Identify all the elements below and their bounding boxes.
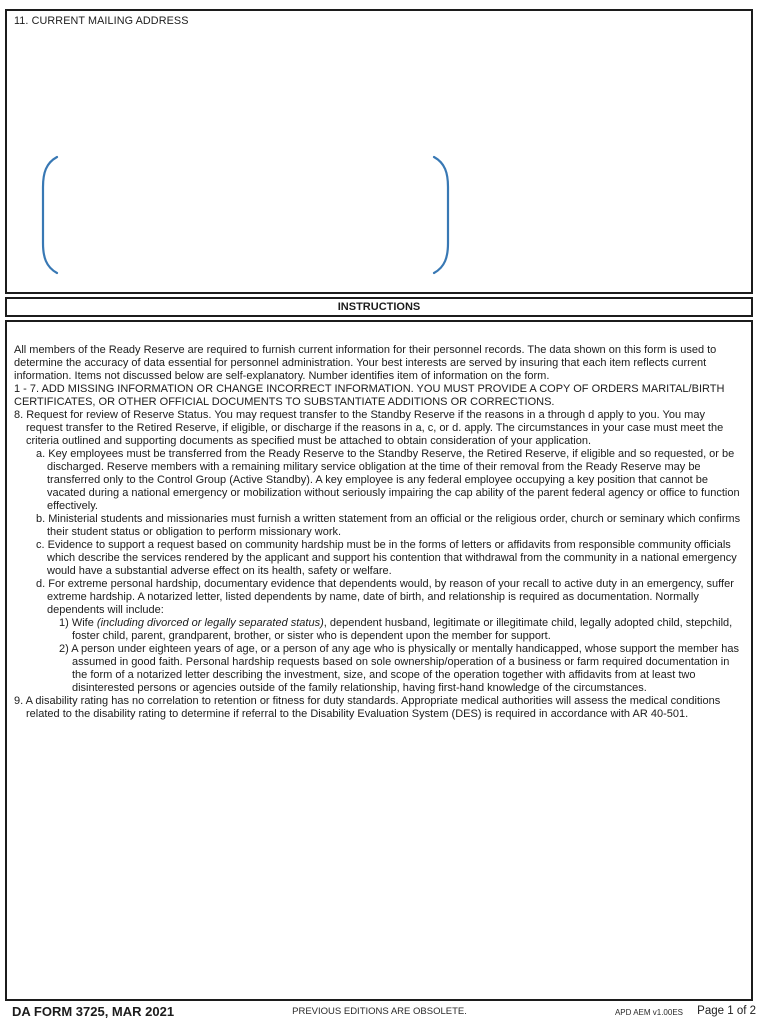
address-bracket-left-icon <box>38 154 60 276</box>
instruction-paragraph-8b: b. Ministerial students and missionaries must furnish a written statement from an official or the religious order, church or seminary which confirms their student status or obligation to perform missionary work. <box>36 513 741 538</box>
obsolete-note-label: PREVIOUS EDITIONS ARE OBSOLETE. <box>292 1006 467 1017</box>
instructions-header-bar <box>5 297 753 317</box>
instruction-paragraph-9: 9. A disability rating has no correlation to retention or fitness for duty standards. Appropriate medical authorities will assess the medical conditions related to the disability rating to determine if referral to the Disability Evaluation System (DES) is required in accordance with AR 40-501. <box>14 695 721 720</box>
form-number-label: DA FORM 3725, MAR 2021 <box>12 1004 175 1019</box>
page-number-label: Page 1 of 2 <box>697 1005 756 1017</box>
apd-version-label: APD AEM v1.00ES <box>614 1008 683 1017</box>
current-mailing-address-label: 11. CURRENT MAILING ADDRESS <box>14 15 189 27</box>
instruction-paragraph-8d2: 2) A person under eighteen years of age, or a person of any age who is physically or mentally handicapped, whose support the member has assumed in good faith. Personal hardship requests based on sole ownership/operation of a business or farm required documentation in the form of a notarized letter describing the investment, size, and scope of the operation together with affidavits from at least two disinterested persons or agencies outside of the family relationship, having first-hand knowledge of the circumstances. <box>59 643 739 694</box>
instruction-paragraph-8: 8. Request for review of Reserve Status. You may request transfer to the Standby Reserve if the reasons in a through d apply to you. You may request transfer to the Retired Reserve, if eligible, or discharge if the reasons in a, c, or d. apply. The circumstances in your case must meet the criteria outlined and supporting documents as specified must be attached to obtain consideration of your application. <box>14 409 724 447</box>
instruction-paragraph-8d1 <box>14 617 743 643</box>
instruction-paragraph-1-7: 1 - 7. ADD MISSING INFORMATION OR CHANGE INCORRECT INFORMATION. YOU MUST PROVIDE A COPY OF ORDERS MARITAL/BIRTH CERTIFICATES, OR OTHER OFFICIAL DOCUMENTS TO SUBSTANTIATE ADDITIONS OR CORRECTIONS. <box>14 383 725 408</box>
instruction-8d1-italic: (including divorced or legally separated status) <box>96 617 324 629</box>
instruction-8d1-pre: 1) Wife <box>59 617 97 629</box>
instruction-paragraph-8d: d. For extreme personal hardship, documentary evidence that dependents would, by reason of your recall to active duty in an emergency, suffer extreme hardship. A notarized letter, listed dependents by name, date of birth, and relationship is required as documentation. Normally dependents will include: <box>36 578 734 616</box>
address-bracket-right-icon <box>431 154 453 276</box>
current-mailing-address-field[interactable] <box>5 9 753 294</box>
instruction-paragraph-8c: c. Evidence to support a request based on community hardship must be in the forms of letters or affidavits from responsible community officials which describe the services rendered by the applicant and support his contention that withdrawal from the community in a national emergency would have a substantial adverse effect on its health, safety or welfare. <box>36 539 737 577</box>
form-footer <box>0 1001 759 1024</box>
instructions-header-label: INSTRUCTIONS <box>337 301 421 313</box>
instruction-8d1-post: , dependent husband, legitimate or illegitimate child, legally adopted child, stepchild, foster child, parent, grandparent, brother, or sister who is dependent upon the member for support. <box>72 617 733 642</box>
address-bracket-left-path <box>43 157 57 273</box>
address-bracket-right-path <box>434 157 448 273</box>
instructions-body <box>5 320 753 1001</box>
instruction-paragraph-8a: a. Key employees must be transferred from the Ready Reserve to the Standby Reserve, the Retired Reserve, if eligible and so requested, or be discharged. Reserve members with a remaining military service obligation at the time of their removal from the Ready Reserve may be transferred only to the Control Group (Active Standby). A key employee is any federal employee occupying a key position that cannot be vacated during a national emergency or mobilization without seriously impairing the cap ability of the parent federal agency or office to function effectively. <box>36 448 740 512</box>
instruction-paragraph-intro: All members of the Ready Reserve are required to furnish current information for their personnel records. The data shown on this form is used to determine the accuracy of data essential for personnel administration. Your best interests are served by insuring that each item reflects current information. Items not discussed below are self-explanatory. Number identifies item of information on the form. <box>14 344 717 382</box>
